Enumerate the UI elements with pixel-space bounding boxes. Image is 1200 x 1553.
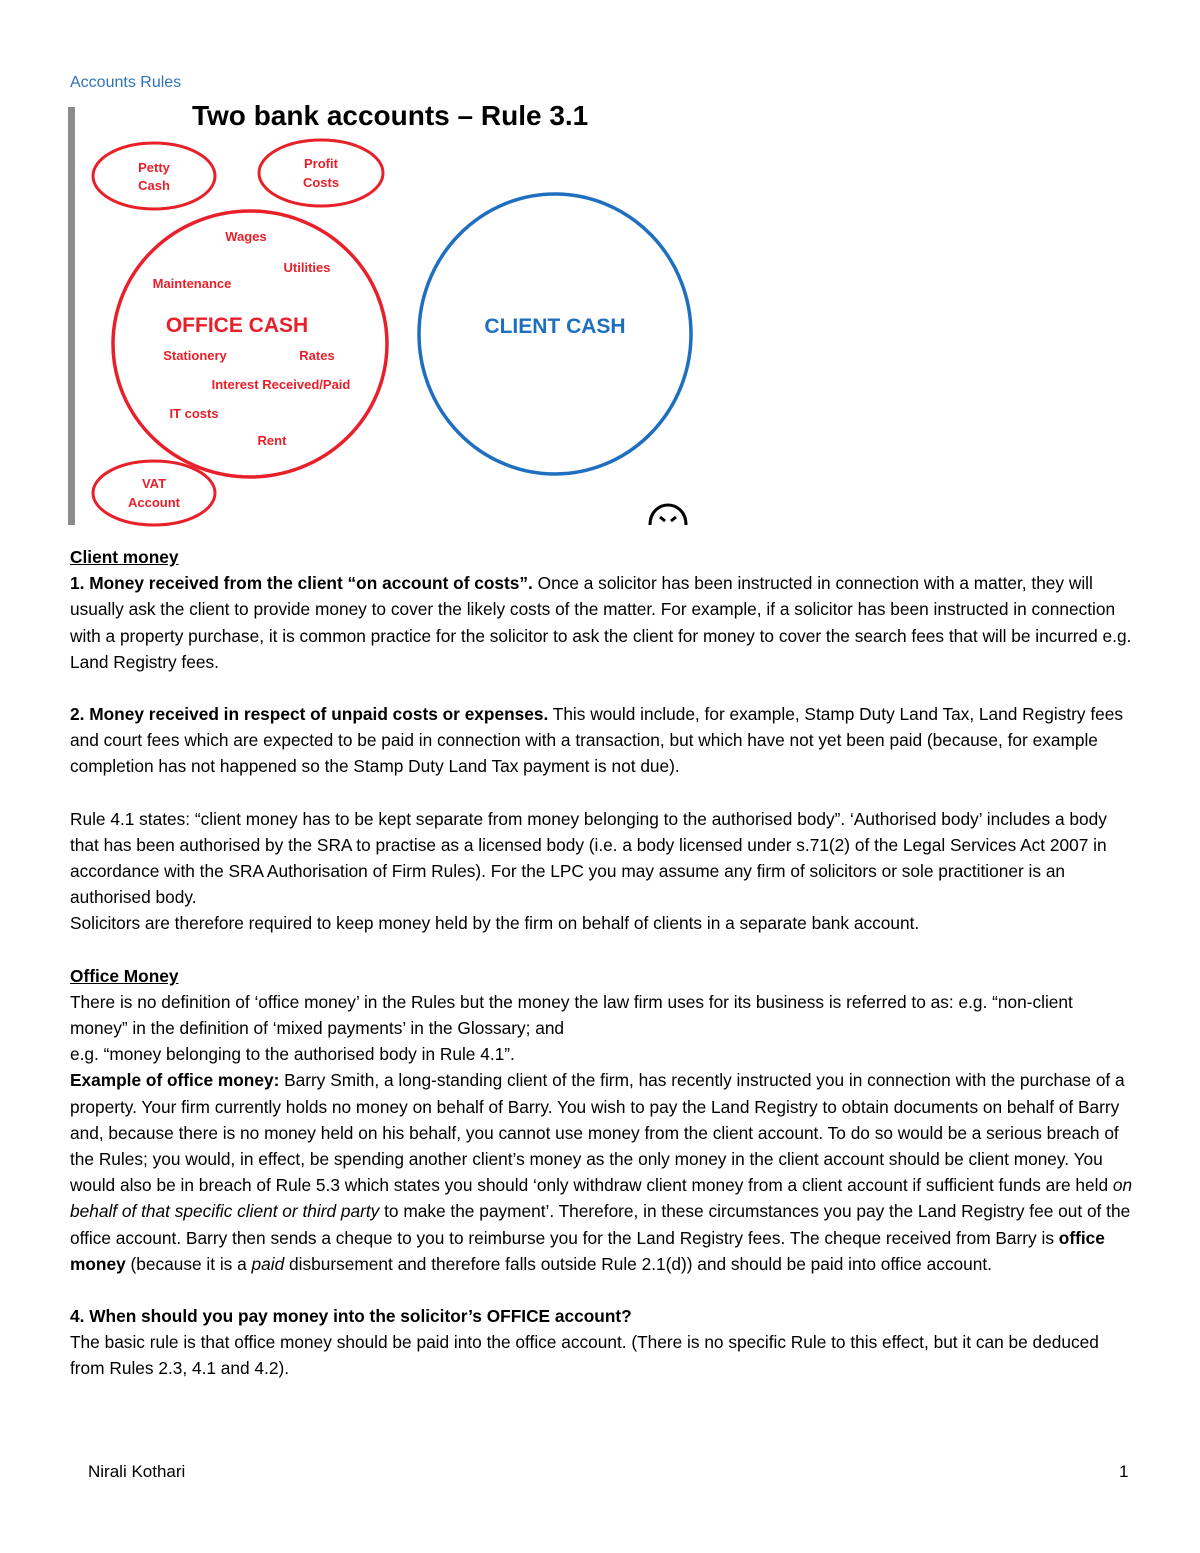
client-money-para-3: Rule 4.1 states: “client money has to be kept separate from money belonging to the authorised body”. ‘Authorised body’ includes a body that has been authorised by the SRA to practise as a licensed body (i.e. a body licensed under s.71(2) of the Legal Services Act 2007 in accordance with the SRA Authorisation of Firm Rules). For the LPC you may assume any firm of solicitors or sole practitioner is an authorised body. (70, 808, 1107, 908)
footer-author: Nirali Kothari (88, 1462, 186, 1481)
item-wages: Wages (225, 229, 267, 244)
office-money-heading: Office Money (70, 965, 179, 986)
item-rent: Rent (257, 433, 287, 448)
office-money-para-1: There is no definition of ‘office money’ in the Rules but the money the law firm uses for its business is referred to as: e.g. “non-client money” in the definition of ‘mixed payments’ in the Glossary; and (70, 991, 1073, 1039)
item-it-costs: IT costs (169, 406, 219, 421)
svg-text:Account: Account (128, 495, 180, 510)
client-cash-node (419, 194, 691, 474)
diagram-title: Two bank accounts – Rule 3.1 (192, 100, 589, 131)
item-interest: Interest Received/Paid (211, 377, 351, 392)
svg-text:VAT: VAT (141, 476, 167, 491)
document-header: Accounts Rules (70, 74, 182, 91)
client-cash-label: CLIENT CASH (484, 315, 626, 338)
office-money-example: Example of office money: Barry Smith, a long-standing client of the firm, has recently instructed you in connection with the purchase of a property. Your firm currently holds no money on behalf of Barry. You wish to pay the Land Registry to obtain documents on behalf of Barry and, because there is no money held on his behalf, you cannot use money from the client account. To do so would be a serious breach of the Rules; you would, in effect, be spending another client’s money as the only money in the client account should be client money. You would also be in breach of Rule 5.3 which states you should ‘only withdraw client money from a client account if sufficient funds are held on behalf of that specific client or third party to make the payment’. Therefore, in these circumstances you pay the Land Registry fee out of the office account. Barry then sends a cheque to you to reimburse you for the Land Registry fees. The cheque received from Barry is office money (because it is a paid disbursement and therefore falls outside Rule 2.1(d)) and should be paid into office account. (70, 1070, 1133, 1274)
item-stationery: Stationery (163, 348, 227, 363)
section-4-text: The basic rule is that office money should be paid into the office account. (There is no specific Rule to this effect, but it can be deduced from Rules 2.3, 4.1 and 4.2). (70, 1332, 1099, 1379)
petty-cash-node (93, 143, 215, 209)
svg-text:Cash: Cash (138, 178, 170, 193)
client-money-para-4: Solicitors are therefore required to keep money held by the firm on behalf of clients in a separate bank account. (70, 913, 920, 934)
office-cash-node (113, 211, 387, 477)
office-cash-label: OFFICE CASH (165, 314, 309, 337)
item-utilities: Utilities (283, 260, 331, 275)
vat-account-node (93, 461, 215, 525)
footer-page-number: 1 (1119, 1462, 1129, 1481)
profit-costs-node (259, 140, 383, 206)
svg-text:Petty: Petty (138, 160, 170, 175)
client-money-para-2: 2. Money received in respect of unpaid costs or expenses. This would include, for example, Stamp Duty Land Tax, Land Registry fees and court fees which are expected to be paid in connection with a transaction, but which have not yet been paid (because, for example completion has not happened so the Stamp Duty Land Tax payment is not due). (70, 704, 1124, 777)
document-body (70, 544, 1135, 1382)
client-money-para-1: 1. Money received from the client “on account of costs”. Once a solicitor has been instructed in connection with a matter, they will usually ask the client to provide money to cover the likely costs of the matter. For example, if a solicitor has been instructed in connection with a property purchase, it is common practice for the solicitor to ask the client for money to cover the search fees that will be incurred e.g. Land Registry fees. (70, 573, 1132, 672)
svg-text:Profit: Profit (304, 156, 338, 171)
client-money-heading: Client money (70, 547, 179, 567)
section-4-heading: 4. When should you pay money into the solicitor’s OFFICE account? (70, 1306, 632, 1327)
item-rates: Rates (299, 348, 335, 363)
office-money-para-2: e.g. “money belonging to the authorised body in Rule 4.1”. (70, 1044, 515, 1065)
item-maintenance: Maintenance (152, 276, 232, 291)
partial-icon (650, 505, 686, 525)
sidebar-bar (68, 107, 75, 525)
bank-accounts-diagram (68, 95, 708, 527)
svg-text:Costs: Costs (302, 175, 340, 190)
